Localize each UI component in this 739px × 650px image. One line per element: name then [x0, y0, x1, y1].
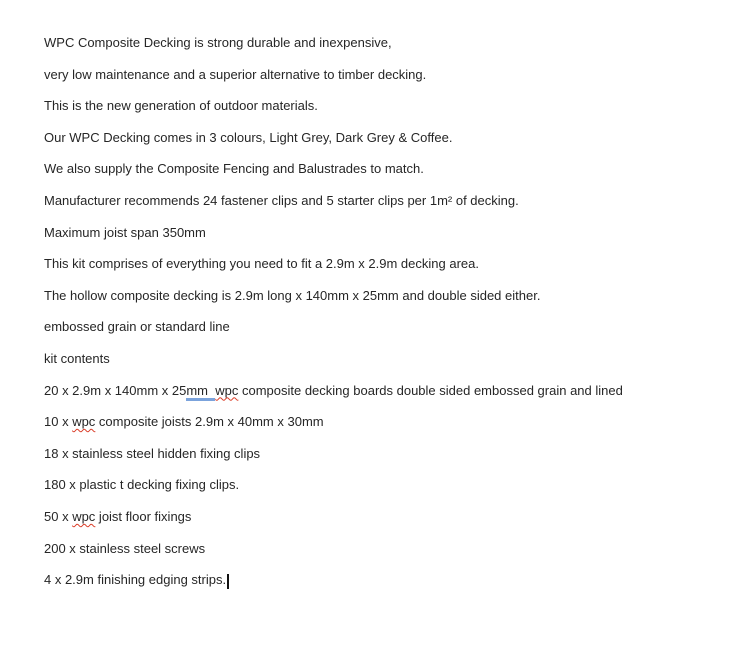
text-run: 200 x stainless steel screws	[44, 540, 206, 556]
text-run: Our WPC Decking comes in 3 colours, Light Grey, Dark Grey & Coffee.	[44, 129, 453, 145]
text-run: kit contents	[44, 350, 110, 366]
text-run: Manufacturer recommends 24 fastener clips and 5 starter clips per 1m² of decking.	[44, 192, 519, 208]
text-run: 10 x	[44, 414, 73, 430]
paragraph[interactable]	[44, 185, 721, 217]
paragraph[interactable]	[44, 217, 721, 249]
misspelled-word: wpc	[72, 508, 96, 524]
paragraph[interactable]	[44, 122, 721, 154]
paragraph[interactable]	[44, 280, 721, 312]
paragraph[interactable]	[44, 27, 721, 59]
text-run: The hollow composite decking is 2.9m long x 140mm x 25mm and double sided either.	[44, 287, 541, 303]
text-run: composite decking boards double sided embossed grain and lined	[238, 382, 623, 398]
paragraph[interactable]	[44, 375, 721, 407]
text-run: embossed grain or standard line	[44, 319, 230, 335]
text-run: composite joists 2.9m x 40mm x 30mm	[95, 414, 324, 430]
text-run: This is the new generation of outdoor materials.	[44, 98, 318, 114]
paragraph[interactable]	[44, 406, 721, 438]
paragraph[interactable]	[44, 153, 721, 185]
paragraph[interactable]	[44, 311, 721, 343]
text-run: Maximum joist span 350mm	[44, 224, 206, 240]
grammar-flagged-text: mm	[186, 383, 215, 401]
text-run: 180 x plastic t decking fixing clips.	[44, 477, 240, 493]
text-run: 18 x stainless steel hidden fixing clips	[44, 445, 261, 461]
text-run: This kit comprises of everything you need to fit a 2.9m x 2.9m decking area.	[44, 256, 479, 272]
text-run: 20 x 2.9m x 140mm x 25	[44, 382, 187, 398]
paragraph[interactable]	[44, 469, 721, 501]
text-run: WPC Composite Decking is strong durable and inexpensive,	[44, 35, 392, 50]
text-run: We also supply the Composite Fencing and Balustrades to match.	[44, 161, 424, 177]
paragraph[interactable]	[44, 438, 721, 470]
text-run: joist floor fixings	[95, 508, 192, 524]
paragraph[interactable]	[44, 564, 721, 596]
misspelled-word: wpc	[215, 382, 239, 398]
text-cursor	[227, 574, 229, 589]
paragraph[interactable]	[44, 90, 721, 122]
misspelled-word: wpc	[72, 414, 96, 430]
paragraph[interactable]	[44, 248, 721, 280]
paragraph[interactable]	[44, 533, 721, 565]
paragraph[interactable]	[44, 501, 721, 533]
paragraph[interactable]	[44, 59, 721, 91]
text-run: very low maintenance and a superior alternative to timber decking.	[44, 66, 427, 82]
text-run: 4 x 2.9m finishing edging strips.	[44, 572, 227, 588]
text-run: 50 x	[44, 508, 73, 524]
paragraph[interactable]	[44, 343, 721, 375]
